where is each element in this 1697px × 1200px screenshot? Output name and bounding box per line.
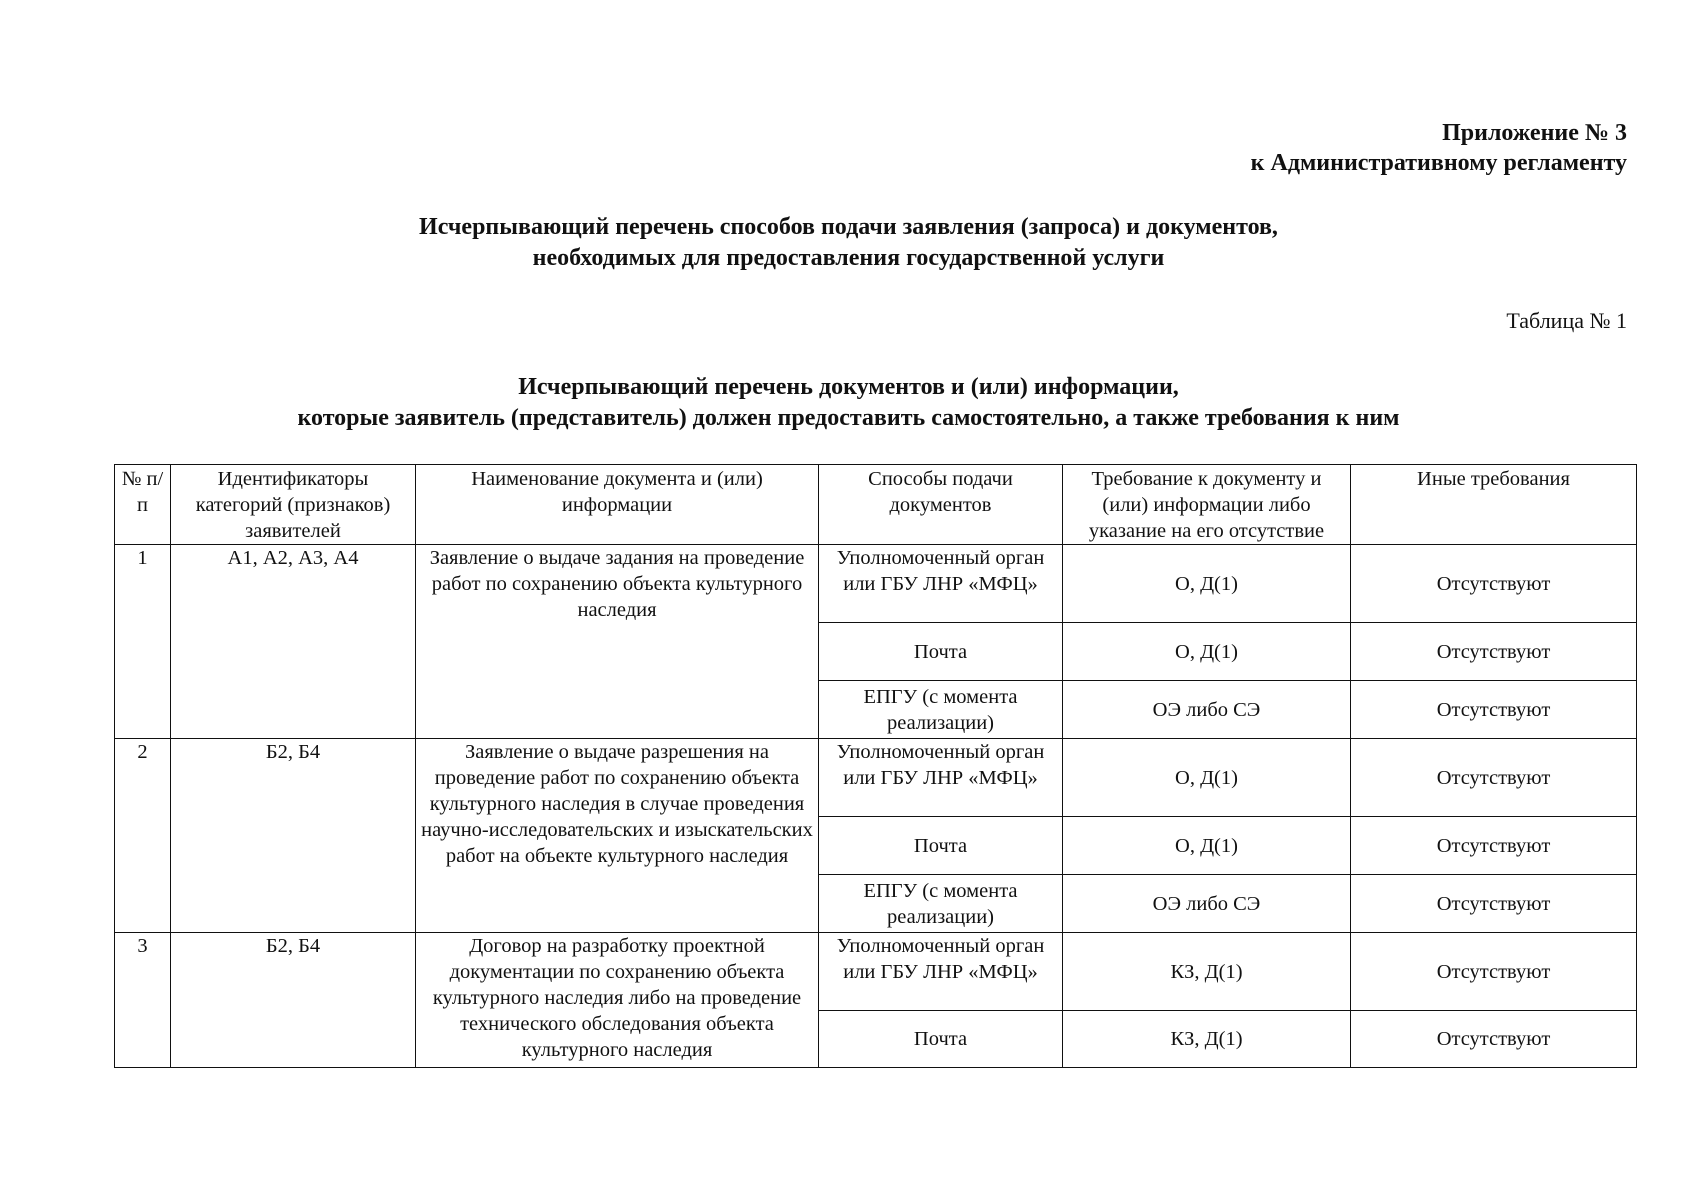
column-header-number: № п/п — [115, 465, 171, 545]
other-requirements: Отсутствуют — [1351, 681, 1637, 739]
submission-method: Почта — [819, 623, 1063, 681]
other-requirements: Отсутствуют — [1351, 875, 1637, 933]
document-requirement: КЗ, Д(1) — [1063, 1011, 1351, 1068]
other-requirements: Отсутствуют — [1351, 739, 1637, 817]
column-header-categories: Идентификаторы категорий (признаков) заявителей — [171, 465, 416, 545]
table-header-row — [115, 465, 1637, 545]
appendix-number: Приложение № 3 — [1442, 120, 1627, 146]
table-row — [115, 545, 1637, 623]
column-header-other: Иные требования — [1351, 465, 1637, 545]
submission-method: Уполномоченный орган или ГБУ ЛНР «МФЦ» — [819, 933, 1063, 1011]
submission-method: Почта — [819, 817, 1063, 875]
appendix-reference: к Административному регламенту — [1250, 150, 1627, 176]
row-categories: Б2, Б4 — [171, 739, 416, 933]
submission-method: ЕПГУ (с момента реализации) — [819, 875, 1063, 933]
column-header-methods: Способы подачи документов — [819, 465, 1063, 545]
document-title-line-2: необходимых для предоставления государственной услуги — [532, 245, 1165, 271]
row-number: 3 — [115, 933, 171, 1068]
table-title-line-2: которые заявитель (представитель) должен предоставить самостоятельно, а также требования к ним — [297, 405, 1400, 431]
table-title-line-1: Исчерпывающий перечень документов и (или) информации, — [518, 374, 1179, 400]
column-header-document: Наименование документа и (или) информации — [416, 465, 819, 545]
submission-method: ЕПГУ (с момента реализации) — [819, 681, 1063, 739]
other-requirements: Отсутствуют — [1351, 817, 1637, 875]
document-title-line-1: Исчерпывающий перечень способов подачи заявления (запроса) и документов, — [419, 214, 1278, 240]
document-requirement: КЗ, Д(1) — [1063, 933, 1351, 1011]
row-document: Заявление о выдаче задания на проведение работ по сохранению объекта культурного наследия — [416, 545, 819, 739]
document-title — [0, 212, 1697, 274]
table-row — [115, 739, 1637, 817]
row-document: Договор на разработку проектной документации по сохранению объекта культурного наследия либо на проведение технического обследования объекта культурного наследия — [416, 933, 819, 1068]
row-categories: Б2, Б4 — [171, 933, 416, 1068]
document-requirement: О, Д(1) — [1063, 623, 1351, 681]
other-requirements: Отсутствуют — [1351, 933, 1637, 1011]
document-requirement: О, Д(1) — [1063, 739, 1351, 817]
document-requirement: ОЭ либо СЭ — [1063, 875, 1351, 933]
other-requirements: Отсутствуют — [1351, 1011, 1637, 1068]
other-requirements: Отсутствуют — [1351, 545, 1637, 623]
document-requirement: О, Д(1) — [1063, 545, 1351, 623]
table-row — [115, 933, 1637, 1011]
appendix-header — [1251, 118, 1627, 178]
document-requirement: О, Д(1) — [1063, 817, 1351, 875]
table-label: Таблица № 1 — [1506, 308, 1627, 333]
submission-method: Уполномоченный орган или ГБУ ЛНР «МФЦ» — [819, 545, 1063, 623]
submission-method: Уполномоченный орган или ГБУ ЛНР «МФЦ» — [819, 739, 1063, 817]
other-requirements: Отсутствуют — [1351, 623, 1637, 681]
row-number: 1 — [115, 545, 171, 739]
table-title — [0, 372, 1697, 434]
column-header-requirement: Требование к документу и (или) информации либо указание на его отсутствие — [1063, 465, 1351, 545]
row-categories: А1, А2, А3, А4 — [171, 545, 416, 739]
documents-table — [114, 464, 1637, 1068]
submission-method: Почта — [819, 1011, 1063, 1068]
row-document: Заявление о выдаче разрешения на проведение работ по сохранению объекта культурного наследия в случае проведения научно-исследовательских и изыскательских работ на объекте культурного наследия — [416, 739, 819, 933]
document-requirement: ОЭ либо СЭ — [1063, 681, 1351, 739]
row-number: 2 — [115, 739, 171, 933]
